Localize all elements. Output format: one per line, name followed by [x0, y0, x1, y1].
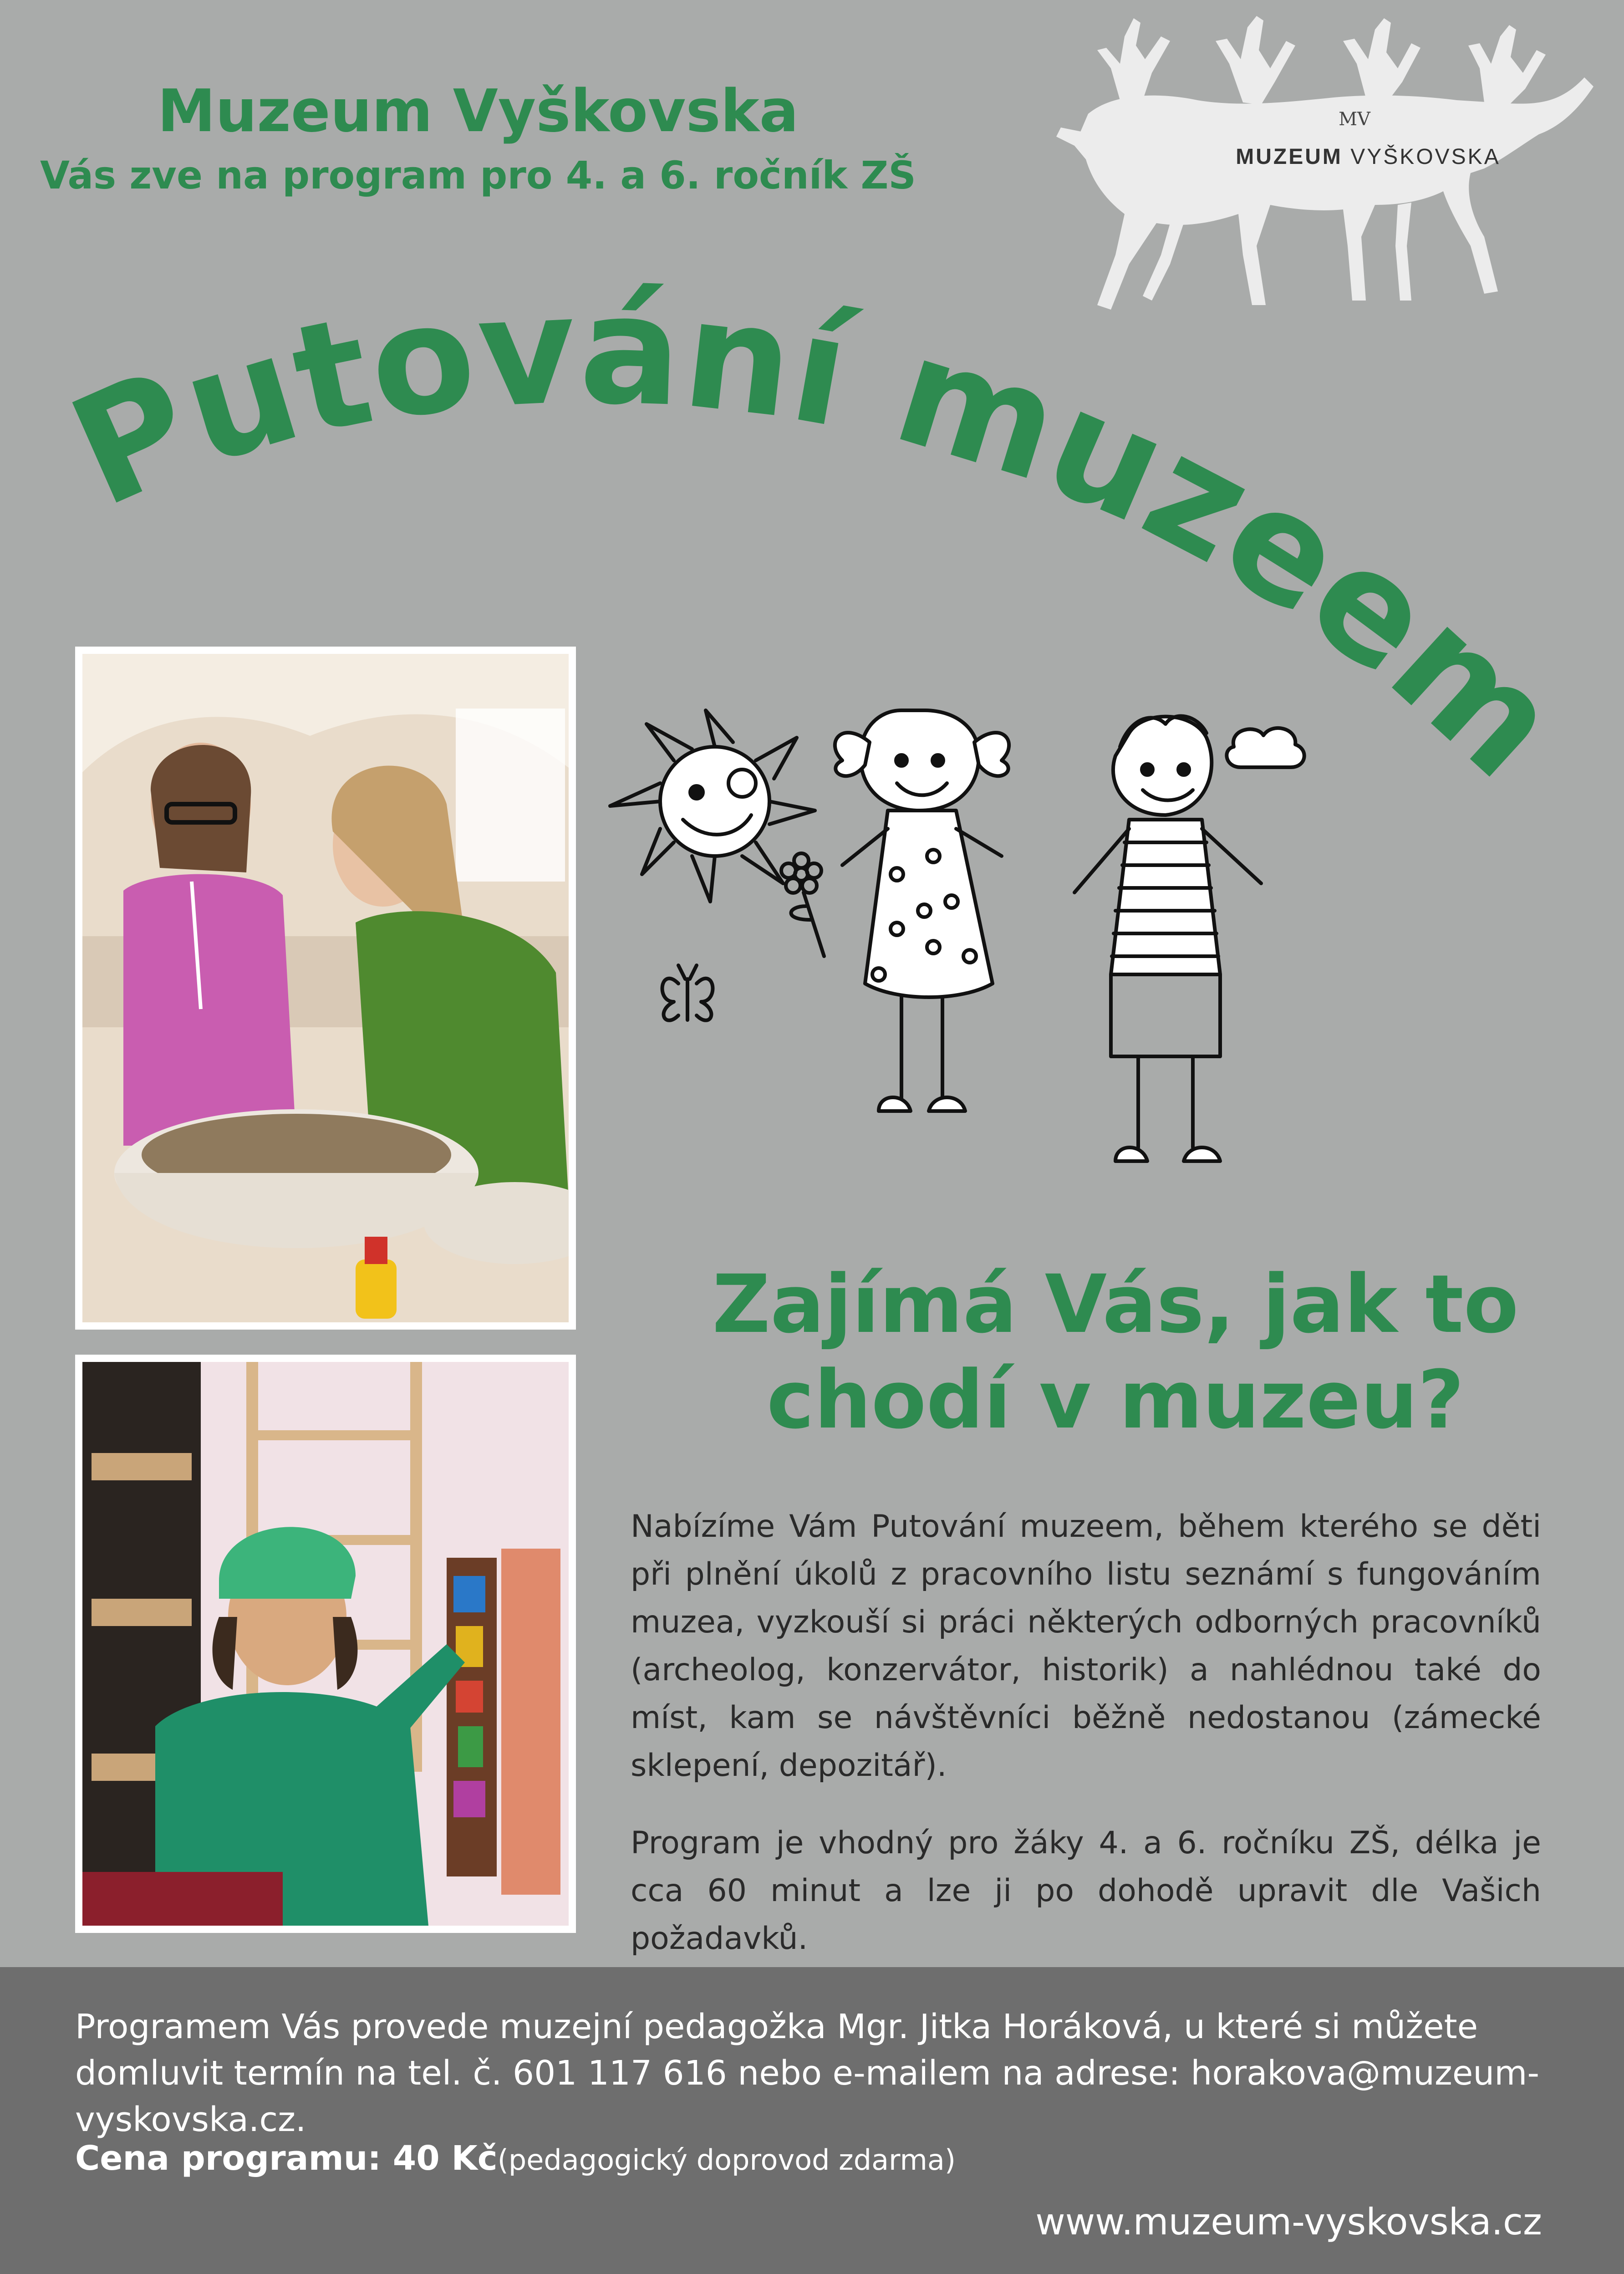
- invitation-text: Vás zve na program pro 4. a 6. ročník ZŠ: [40, 153, 916, 198]
- flower-icon: [781, 853, 824, 956]
- title-line-2: muzeem: [877, 302, 1593, 811]
- photo-children-washing-finds: [75, 647, 576, 1330]
- boy-drawing: [1074, 716, 1261, 1161]
- logo-text: [1236, 144, 1500, 169]
- price-label: Cena programu: 40 Kč: [75, 2139, 498, 2178]
- description-paragraph-1: Nabízíme Vám Putování muzeem, během kterého se děti při plnění úkolů z pracovního listu seznámí s fungováním muzea, vyzkouší si práci některých odborných pracovníků (archeolog, konzervátor, historik) a nahlédnou také do míst, kam se návštěvníci běžně nedostanou (zámecké sklepení, depozitář).: [631, 1509, 1541, 1784]
- photo-1-image: [82, 654, 569, 1322]
- logo-text-light: VYŠKOVSKA: [1350, 145, 1501, 169]
- cloud-icon: [1227, 728, 1304, 767]
- sun-icon: [610, 710, 815, 902]
- photo-2-image: [82, 1362, 569, 1926]
- footer: [0, 1967, 1624, 2274]
- price-info: [75, 2136, 956, 2183]
- girl-drawing: [835, 710, 1009, 1111]
- question-line-2: chodí v muzeu?: [766, 1353, 1464, 1447]
- description-paragraph-2: Program je vhodný pro žáky 4. a 6. ročníku ZŠ, délka je cca 60 minut a lze ji po dohodě upravit dle Vašich požadavků.: [631, 1825, 1541, 1957]
- website-link[interactable]: www.muzeum-vyskovska.cz: [1035, 2201, 1542, 2243]
- price-note: (pedagogický doprovod zdarma): [497, 2143, 956, 2177]
- photo-girl-with-puzzle: [75, 1355, 576, 1933]
- question-line-1: Zajímá Vás, jak to: [712, 1258, 1519, 1351]
- butterfly-icon: [662, 965, 713, 1020]
- program-description: [631, 1503, 1541, 1992]
- logo-monogram: MV: [1339, 109, 1370, 130]
- logo-text-bold: MUZEUM: [1236, 145, 1343, 169]
- children-drawing-illustration: [606, 692, 1361, 1216]
- contact-info: Programem Vás provede muzejní pedagožka Mgr. Jitka Horáková, u které si můžete domluvit termín na tel. č. 601 117 616 nebo e-mailem na adrese: horakova@muzeum-vyskovska.cz.: [75, 2007, 1540, 2139]
- question-heading: [637, 1257, 1593, 1448]
- title-line-1: Putování: [47, 262, 861, 541]
- header: [0, 77, 956, 200]
- museum-name: Muzeum Vyškovska: [157, 77, 799, 145]
